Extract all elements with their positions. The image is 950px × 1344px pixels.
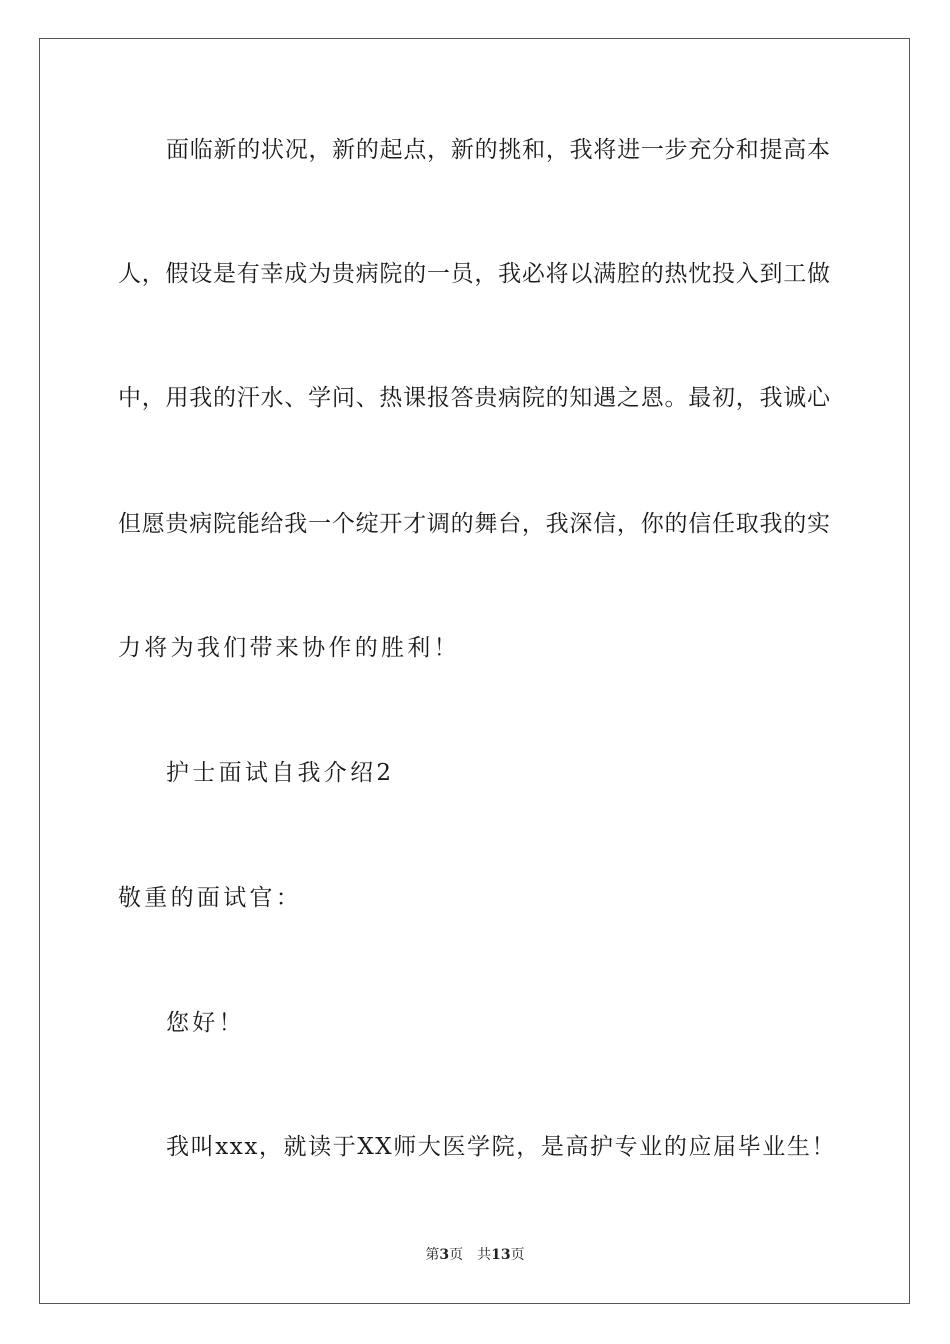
body-paragraph-line: 我叫xxx，就读于XX师大医学院，是高护专业的应届毕业生！	[166, 1134, 837, 1160]
greeting: 您好！	[166, 1010, 245, 1036]
body-paragraph-line: 中，用我的汗水、学问、热课报答贵病院的知遇之恩。最初，我诚心	[118, 385, 830, 411]
footer-page-suffix: 页	[449, 1247, 464, 1263]
page-border	[39, 38, 910, 1304]
footer-total-suffix: 页	[510, 1247, 525, 1263]
body-paragraph-line: 人，假设是有幸成为贵病院的一员，我必将以满腔的热忱投入到工做	[118, 261, 830, 287]
footer-page-total: 13	[491, 1247, 511, 1263]
body-paragraph-line: 力将为我们带来协作的胜利！	[118, 635, 460, 661]
body-paragraph-line: 但愿贵病院能给我一个绽开才调的舞台，我深信，你的信任取我的实	[118, 511, 830, 537]
footer-page-prefix: 第	[425, 1247, 440, 1263]
salutation: 敬重的面试官：	[118, 885, 303, 911]
page-footer	[0, 1246, 950, 1264]
body-paragraph-line: 面临新的状况，新的起点，新的挑和，我将进一步充分和提高本	[166, 137, 830, 163]
footer-total-prefix: 共	[477, 1247, 492, 1263]
footer-page-current: 3	[439, 1247, 450, 1263]
section-heading: 护士面试自我介绍2	[166, 760, 395, 786]
